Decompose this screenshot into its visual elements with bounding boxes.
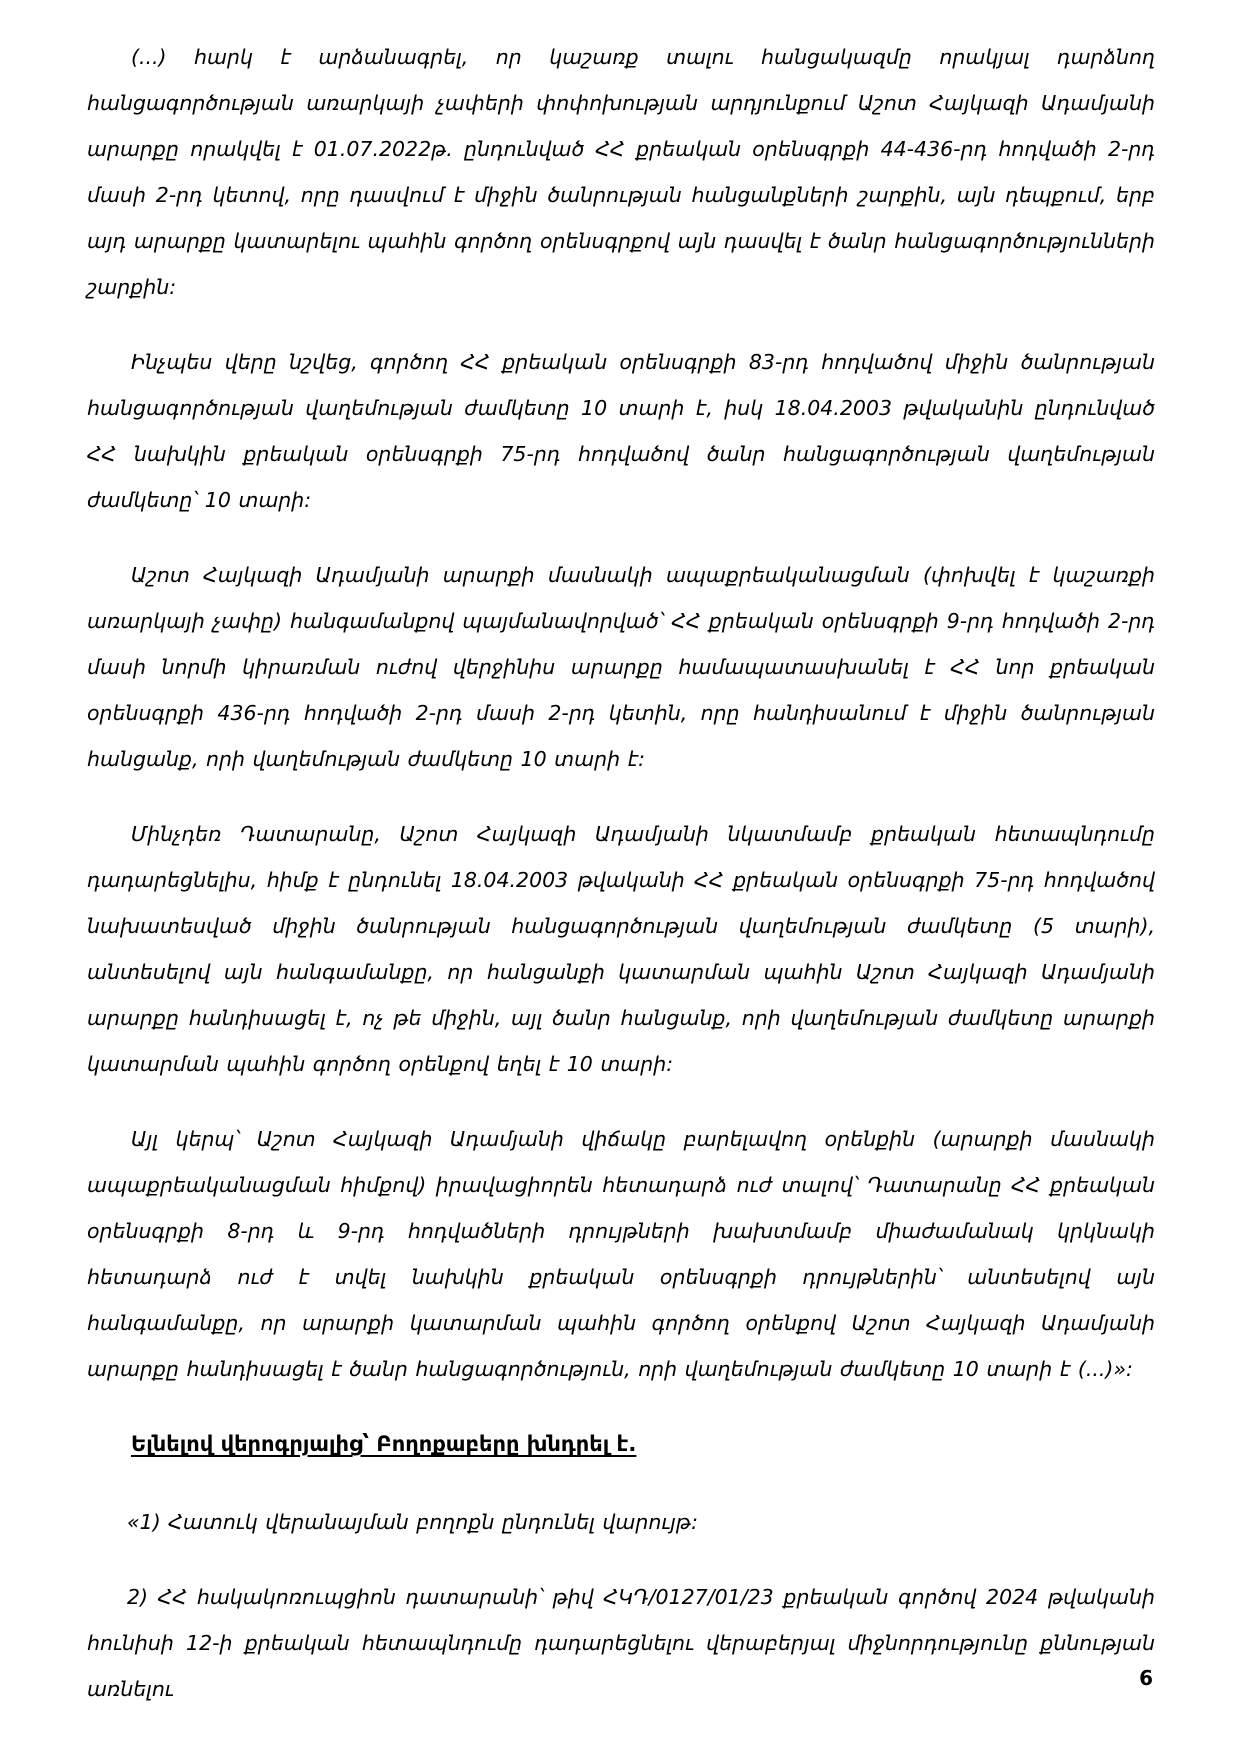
petition-item-2: 2) ՀՀ հակակոռուպցիոն դատարանի՝ թիվ ՀԿԴ/0127/01/23 քրեական գործով 2024 թվականի հունիսի 12-ի քրեական հետապնդումը դադարեցնելու վերաբերյալ միջնորդությունը քննության առնելու bbox=[87, 1585, 1155, 1701]
paragraph-double-retroactivity: Այլ կերպ՝ Աշոտ Հայկազի Ադամյանի վիճակը բարելավող օրենքին (արարքի մասնակի ապաքրեականացման հիմքով) իրավացիորեն հետադարձ ուժ տալով՝ Դատարանը ՀՀ քրեական օրենսգրքի 8-րդ և 9-րդ հոդվածների դրույթների խախտմամբ միաժամանակ կրկնակի հետադարձ ուժ է տվել նախկին քրեական օրենսգրքի դրույթներին՝ անտեսելով այն հանգամանքը, որ արարքի կատարման պահին գործող օրենքով Աշոտ Հայկազի Ադամյանի արարքը հանդիսացել է ծանր հանցագործություն, որի վաղեմության ժամկետը 10 տարի է (...)»: bbox=[87, 1127, 1155, 1381]
page-number: 6 bbox=[1139, 1666, 1153, 1690]
petition-item-1: «1) Հատուկ վերանայման բողոքն ընդունել վարույթ: bbox=[127, 1510, 698, 1534]
paragraph-court-error: Մինչդեռ Դատարանը, Աշոտ Հայկազի Ադամյանի նկատմամբ քրեական հետապնդումը դադարեցնելիս, հիմք է ընդունել 18.04.2003 թվականի ՀՀ քրեական օրենսգրքի 75-րդ հոդվածով նախատեսված միջին ծանրության հանցագործության վաղեմության ժամկետը (5 տարի), անտեսելով այն հանգամանքը, որ հանցանքի կատարման պահին Աշոտ Հայկազի Ադամյանի արարքը հանդիսացել է, ոչ թե միջին, այլ ծանր հանցանք, որի վաղեմության ժամկետը արարքի կատարման պահին գործող օրենքով եղել է 10 տարի: bbox=[87, 822, 1155, 1076]
paragraph-qualification: (...) հարկ է արձանագրել, որ կաշառք տալու հանցակազմը որակյալ դարձնող հանցագործության առարկայի չափերի փոփոխության արդյունքում Աշոտ Հայկազի Ադամյանի արարքը որակվել է 01.07.2022թ. ընդունված ՀՀ քրեական օրենսգրքի 44-436-րդ հոդվածի 2-րդ մասի 2-րդ կետով, որը դասվում է միջին ծանրության հանցանքների շարքին, այն դեպքում, երբ այդ արարքը կատարելու պահին գործող օրենսգրքով այն դասվել է ծանր հանցագործությունների շարքին: bbox=[87, 45, 1155, 299]
paragraph-limitation-periods: Ինչպես վերը նշվեց, գործող ՀՀ քրեական օրենսգրքի 83-րդ հոդվածով միջին ծանրության հանցագործության վաղեմության ժամկետը 10 տարի է, իսկ 18.04.2003 թվականին ընդունված ՀՀ նախկին քրեական օրենսգրքի 75-րդ հոդվածով ծանր հանցագործության վաղեմության ժամկետը՝ 10 տարի: bbox=[87, 350, 1155, 512]
section-heading: Ելնելով վերոգրյալից՝ Բողոքաբերը խնդրել է. bbox=[131, 1432, 637, 1456]
paragraph-partial-decriminalization: Աշոտ Հայկազի Ադամյանի արարքի մասնակի ապաքրեականացման (փոխվել է կաշառքի առարկայի չափը) հանգամանքով պայմանավորված՝ ՀՀ քրեական օրենսգրքի 9-րդ հոդվածի 2-րդ մասի նորմի կիրառման ուժով վերջինիս արարքը համապատասխանել է ՀՀ նոր քրեական օրենսգրքի 436-րդ հոդվածի 2-րդ մասի 2-րդ կետին, որը հանդիսանում է միջին ծանրության հանցանք, որի վաղեմության ժամկետը 10 տարի է: bbox=[87, 563, 1155, 771]
